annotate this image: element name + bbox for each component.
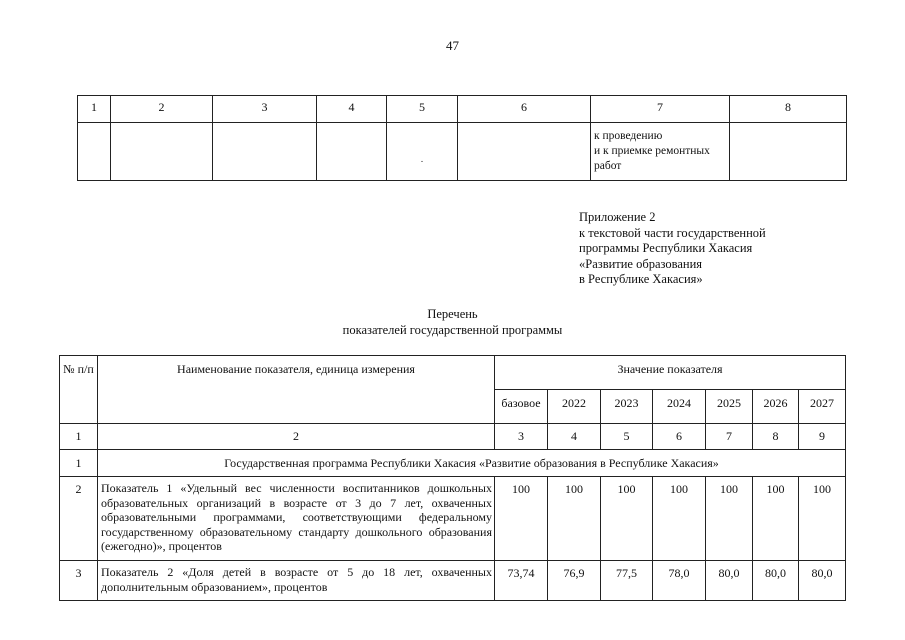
list-title — [0, 306, 905, 338]
value-cell: 100 — [601, 477, 653, 561]
header-cell: 3 — [213, 96, 317, 123]
value-cell: 100 — [548, 477, 601, 561]
year-header: 2027 — [799, 390, 846, 424]
index-cell: 2 — [98, 424, 495, 450]
year-header: 2022 — [548, 390, 601, 424]
body-cell — [317, 123, 387, 181]
page-number: 47 — [446, 38, 459, 53]
value-cell: 100 — [706, 477, 753, 561]
value-cell: 76,9 — [548, 561, 601, 601]
body-cell — [111, 123, 213, 181]
text-line: работ — [594, 160, 622, 172]
index-cell: 3 — [495, 424, 548, 450]
index-cell: 5 — [601, 424, 653, 450]
appendix-line: Приложение 2 — [579, 210, 656, 224]
appendix-line: «Развитие образования — [579, 256, 703, 271]
row-num: 3 — [60, 561, 98, 601]
index-cell: 1 — [60, 424, 98, 450]
year-header: 2023 — [601, 390, 653, 424]
col-num-header: № п/п — [60, 356, 98, 424]
section-row — [60, 450, 846, 477]
value-cell: 100 — [753, 477, 799, 561]
header-row — [60, 356, 846, 390]
indicators-table — [59, 355, 846, 601]
row-num: 2 — [60, 477, 98, 561]
continuation-body-row — [78, 123, 847, 181]
list-title-line2: показателей государственной программы — [342, 323, 563, 337]
value-cell: 78,0 — [653, 561, 706, 601]
value-cell: 100 — [799, 477, 846, 561]
header-cell: 8 — [730, 96, 847, 123]
index-cell: 6 — [653, 424, 706, 450]
body-cell — [730, 123, 847, 181]
continuation-header-row — [78, 96, 847, 123]
body-cell-text — [591, 123, 730, 181]
body-cell — [458, 123, 591, 181]
appendix-line: в Республике Хакасия» — [579, 272, 703, 286]
body-cell-dot: . — [387, 123, 458, 181]
value-cell: 80,0 — [753, 561, 799, 601]
header-cell: 5 — [387, 96, 458, 123]
table-row — [60, 477, 846, 561]
index-row — [60, 424, 846, 450]
indicator-name: Показатель 2 «Доля детей в возрасте от 5 до 18 лет, охваченных дополнительным образованием», процентов — [98, 561, 495, 601]
list-title-line1: Перечень — [427, 307, 478, 321]
value-cell: 73,74 — [495, 561, 548, 601]
table-row — [60, 561, 846, 601]
section-title: Государственная программа Республики Хакасия «Развитие образования в Республике Хакасия» — [98, 450, 846, 477]
body-cell — [78, 123, 111, 181]
appendix-caption — [579, 210, 766, 288]
text-line: и к приемке ремонтных — [594, 145, 710, 157]
text-line: к проведению — [594, 130, 663, 142]
index-cell: 4 — [548, 424, 601, 450]
value-cell: 100 — [653, 477, 706, 561]
year-header: базовое — [495, 390, 548, 424]
appendix-line: программы Республики Хакасия — [579, 241, 753, 255]
index-cell: 7 — [706, 424, 753, 450]
header-cell: 2 — [111, 96, 213, 123]
year-header: 2025 — [706, 390, 753, 424]
value-cell: 77,5 — [601, 561, 653, 601]
col-name-header: Наименование показателя, единица измерения — [98, 356, 495, 424]
col-values-header: Значение показателя — [495, 356, 846, 390]
header-cell: 6 — [458, 96, 591, 123]
indicator-name: Показатель 1 «Удельный вес численности воспитанников дошкольных образовательных организаций в возрасте от 3 до 7 лет, охваченных образовательными программами, соответствующими федеральному государственному образовательному стандарту дошкольного образования (ежегодно)», процентов — [98, 477, 495, 561]
year-header: 2024 — [653, 390, 706, 424]
continuation-table — [77, 95, 847, 181]
header-cell: 4 — [317, 96, 387, 123]
year-header: 2026 — [753, 390, 799, 424]
body-cell — [213, 123, 317, 181]
value-cell: 100 — [495, 477, 548, 561]
appendix-line: к текстовой части государственной — [579, 225, 766, 240]
row-num: 1 — [60, 450, 98, 477]
value-cell: 80,0 — [799, 561, 846, 601]
header-cell: 7 — [591, 96, 730, 123]
value-cell: 80,0 — [706, 561, 753, 601]
index-cell: 8 — [753, 424, 799, 450]
index-cell: 9 — [799, 424, 846, 450]
header-cell: 1 — [78, 96, 111, 123]
